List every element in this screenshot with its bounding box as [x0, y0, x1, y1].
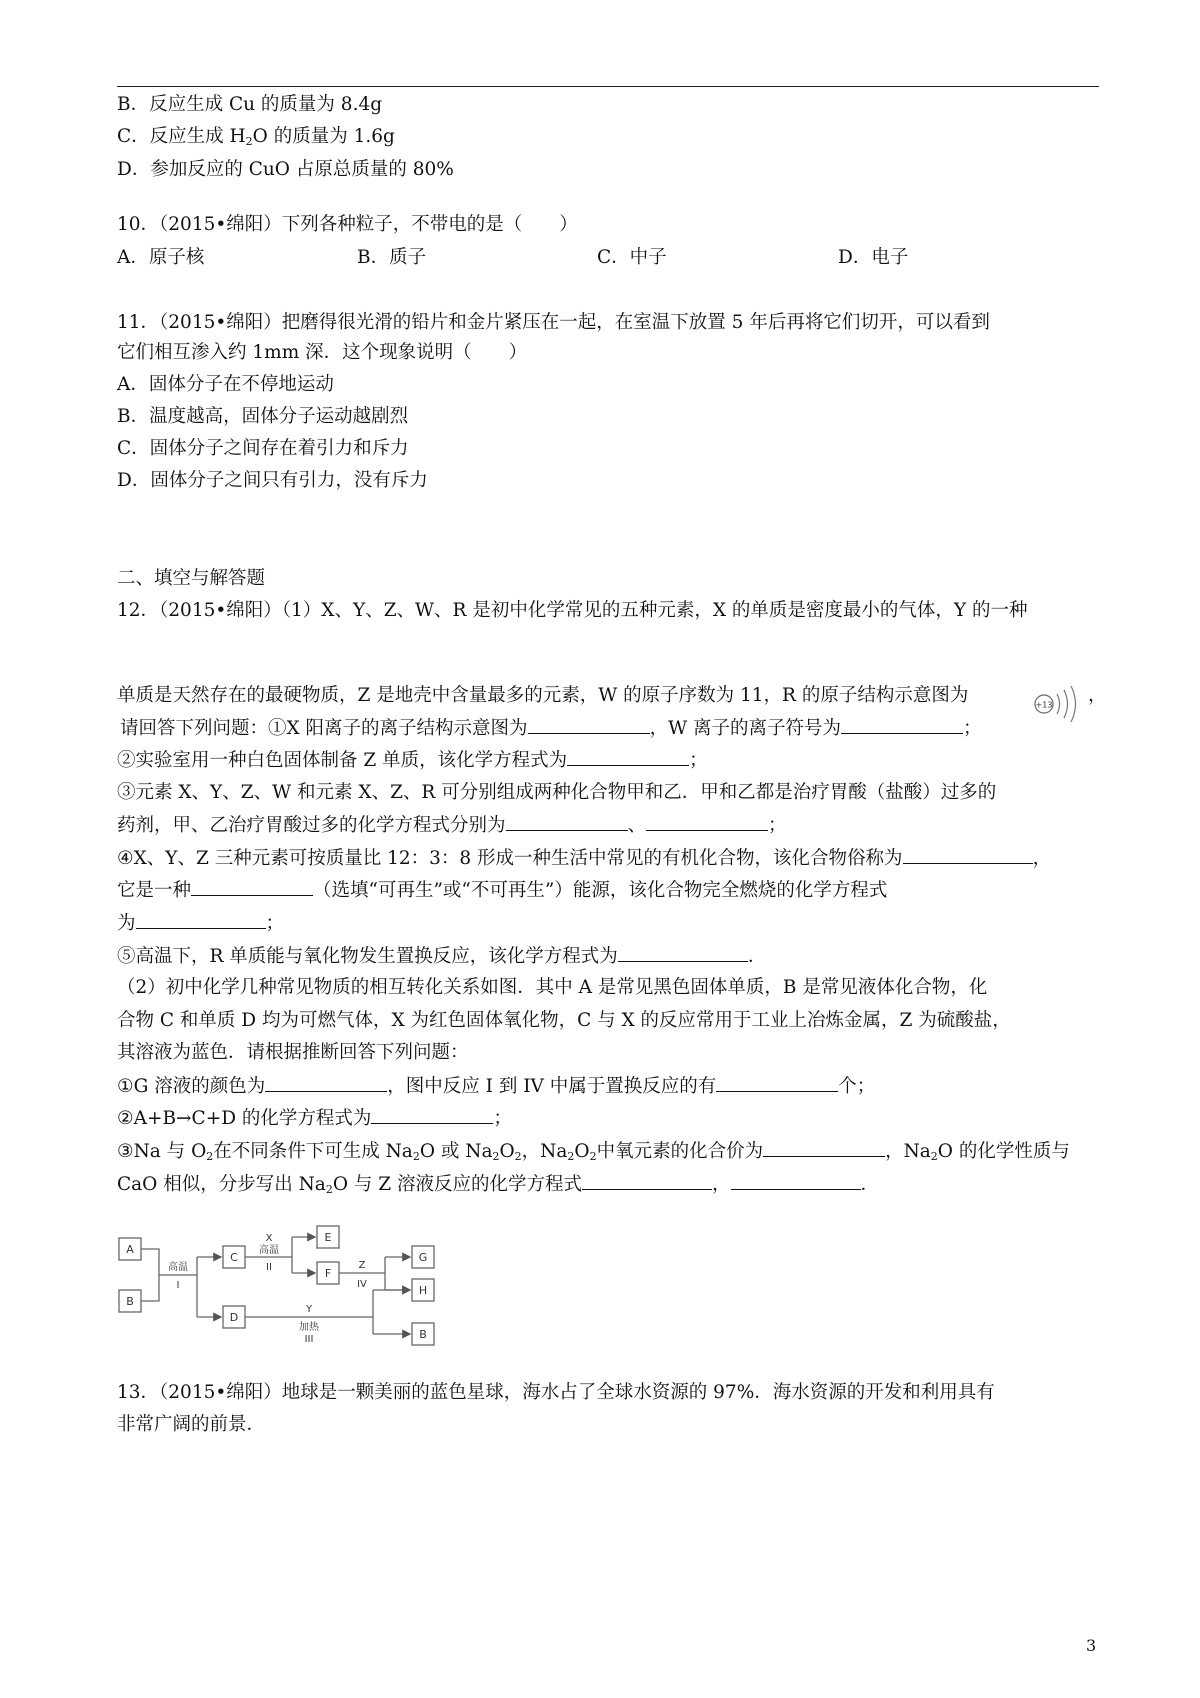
- node-f-label: F: [324, 1267, 332, 1280]
- answer-blank[interactable]: [371, 1105, 493, 1124]
- q10-stem: 10．（2015•绵阳）下列各种粒子，不带电的是（ ）: [117, 214, 578, 235]
- q12-line14: ①G 溶液的颜色为 ，图中反应 I 到 IV 中属于置换反应的有 个；: [117, 1073, 875, 1100]
- q10-option-a: A．原子核: [117, 247, 205, 268]
- atom-structure-diagram: [1032, 682, 1082, 726]
- node-b2-label: B: [419, 1328, 427, 1341]
- answer-blank[interactable]: [265, 1073, 387, 1092]
- q12-line16: ③Na 与 $O_2$在不同条件下可生成 $Na_2O$ 或 $Na_2O_2$，$Na_2O_2$中氧元素的化合价为 ，$Na_2O$ 的化学性质与: [117, 1138, 1070, 1170]
- q11-option-b: B．温度越高，固体分子运动越剧烈: [117, 406, 409, 427]
- q11-option-a: A．固体分子在不停地运动: [117, 374, 334, 395]
- reaction-4-number: IV: [357, 1279, 367, 1290]
- q12-line10: ⑤高温下，R 单质能与氧化物发生置换反应，该化学方程式为 ．: [117, 943, 766, 970]
- q12-line12: 合物 C 和单质 D 均为可燃气体，X 为红色固体氧化物，C 与 X 的反应常用于工业上冶炼金属，Z 为硫酸盐，: [117, 1010, 1011, 1031]
- q11-stem-line2: 它们相互渗入约 1mm 深．这个现象说明（ ）: [117, 342, 528, 363]
- node-c-label: C: [230, 1251, 238, 1264]
- reaction-3-number: III: [304, 1334, 314, 1345]
- q12-line15: ②A+B→C+D 的化学方程式为 ；: [117, 1105, 512, 1132]
- answer-blank[interactable]: [841, 715, 963, 734]
- node-a-label: A: [126, 1243, 134, 1256]
- answer-blank[interactable]: [716, 1073, 838, 1092]
- answer-blank[interactable]: [903, 845, 1033, 864]
- q13-line1: 13．（2015•绵阳）地球是一颗美丽的蓝色星球，海水占了全球水资源的 97%．海水资源的开发和利用具有: [117, 1382, 995, 1403]
- q12-line11: （2）初中化学几种常见物质的相互转化关系如图．其中 A 是常见黑色固体单质，B 是常见液体化合物，化: [117, 977, 988, 998]
- reaction-2-number: II: [266, 1262, 272, 1273]
- node-g-label: G: [418, 1251, 428, 1264]
- answer-blank[interactable]: [582, 1171, 712, 1190]
- q9-option-c: C．反应生成 $H_2O$ 的质量为 1.6g: [117, 126, 395, 148]
- q12-line9: 为 ；: [117, 910, 284, 937]
- q10-option-d: D．电子: [838, 247, 909, 268]
- q12-line5: ③元素 X、Y、Z、W 和元素 X、Z、R 可分别组成两种化合物甲和乙．甲和乙都是治疗胃酸（盐酸）过多的: [117, 782, 997, 803]
- node-e-label: E: [324, 1231, 332, 1244]
- q9-option-b: B．反应生成 Cu 的质量为 8.4g: [117, 94, 383, 115]
- reaction-3-condition: 加热: [299, 1322, 319, 1333]
- q9-option-d: D．参加反应的 CuO 占原总质量的 80%: [117, 159, 454, 180]
- q11-option-c: C．固体分子之间存在着引力和斥力: [117, 438, 409, 459]
- q10-option-b: B．质子: [357, 247, 427, 268]
- answer-blank[interactable]: [763, 1138, 885, 1157]
- node-d-label: D: [229, 1311, 239, 1324]
- q12-line6: 药剂，甲、乙治疗胃酸过多的化学方程式分别为 、 ；: [117, 812, 787, 839]
- q12-line2-end: ，: [1088, 685, 1107, 706]
- answer-blank[interactable]: [136, 910, 266, 929]
- answer-blank[interactable]: [528, 715, 650, 734]
- reaction-flow-diagram: [117, 1224, 457, 1349]
- section-heading: 二、填空与解答题: [117, 568, 266, 589]
- q12-line8: 它是一种 （选填“可再生”或“不可再生”）能源，该化合物完全燃烧的化学方程式: [117, 877, 887, 904]
- reaction-3-reagent: Y: [305, 1304, 313, 1315]
- q12-line17: CaO 相似，分步写出 $Na_2O$ 与 Z 溶液反应的化学方程式 ， ．: [117, 1171, 879, 1203]
- reaction-1-condition: 高温: [168, 1262, 188, 1273]
- q12-line7: ④X、Y、Z 三种元素可按质量比 12：3：8 形成一种生活中常见的有机化合物，该化合物俗称为 ，: [117, 845, 1051, 872]
- q12-line3: 请回答下列问题：①X 阳离子的离子结构示意图为 ，W 离子的离子符号为 ；: [120, 715, 981, 742]
- q12-line1: 12．（2015•绵阳）（1）X、Y、Z、W、R 是初中化学常见的五种元素，X 的单质是密度最小的气体，Y 的一种: [117, 600, 1028, 621]
- reaction-4-reagent: Z: [358, 1260, 366, 1271]
- node-b-label: B: [126, 1295, 134, 1308]
- answer-blank[interactable]: [506, 812, 628, 831]
- answer-blank[interactable]: [618, 943, 748, 962]
- atom-nucleus-label: +13: [1035, 700, 1053, 710]
- node-h-label: H: [418, 1284, 428, 1297]
- reaction-1-number: I: [176, 1280, 180, 1291]
- answer-blank[interactable]: [191, 877, 313, 896]
- q12-line4: ②实验室用一种白色固体制备 Z 单质，该化学方程式为 ；: [117, 747, 708, 774]
- reaction-2-reagent: X: [265, 1233, 273, 1244]
- q13-line2: 非常广阔的前景．: [117, 1414, 266, 1435]
- q11-option-d: D．固体分子之间只有引力，没有斥力: [117, 470, 428, 491]
- q12-line2: 单质是天然存在的最硬物质，Z 是地壳中含量最多的元素，W 的原子序数为 11，R 的原子结构示意图为: [117, 685, 969, 706]
- q11-stem-line1: 11．（2015•绵阳）把磨得很光滑的铅片和金片紧压在一起，在室温下放置 5 年后再将它们切开，可以看到: [117, 312, 990, 333]
- answer-blank[interactable]: [567, 747, 689, 766]
- answer-blank[interactable]: [731, 1171, 861, 1190]
- header-rule: [117, 86, 1099, 87]
- q12-line13: 其溶液为蓝色．请根据推断回答下列问题：: [117, 1042, 469, 1063]
- reaction-2-condition: 高温: [259, 1245, 279, 1256]
- q10-option-c: C．中子: [597, 247, 667, 268]
- answer-blank[interactable]: [646, 812, 768, 831]
- page-number: 3: [1086, 1636, 1097, 1655]
